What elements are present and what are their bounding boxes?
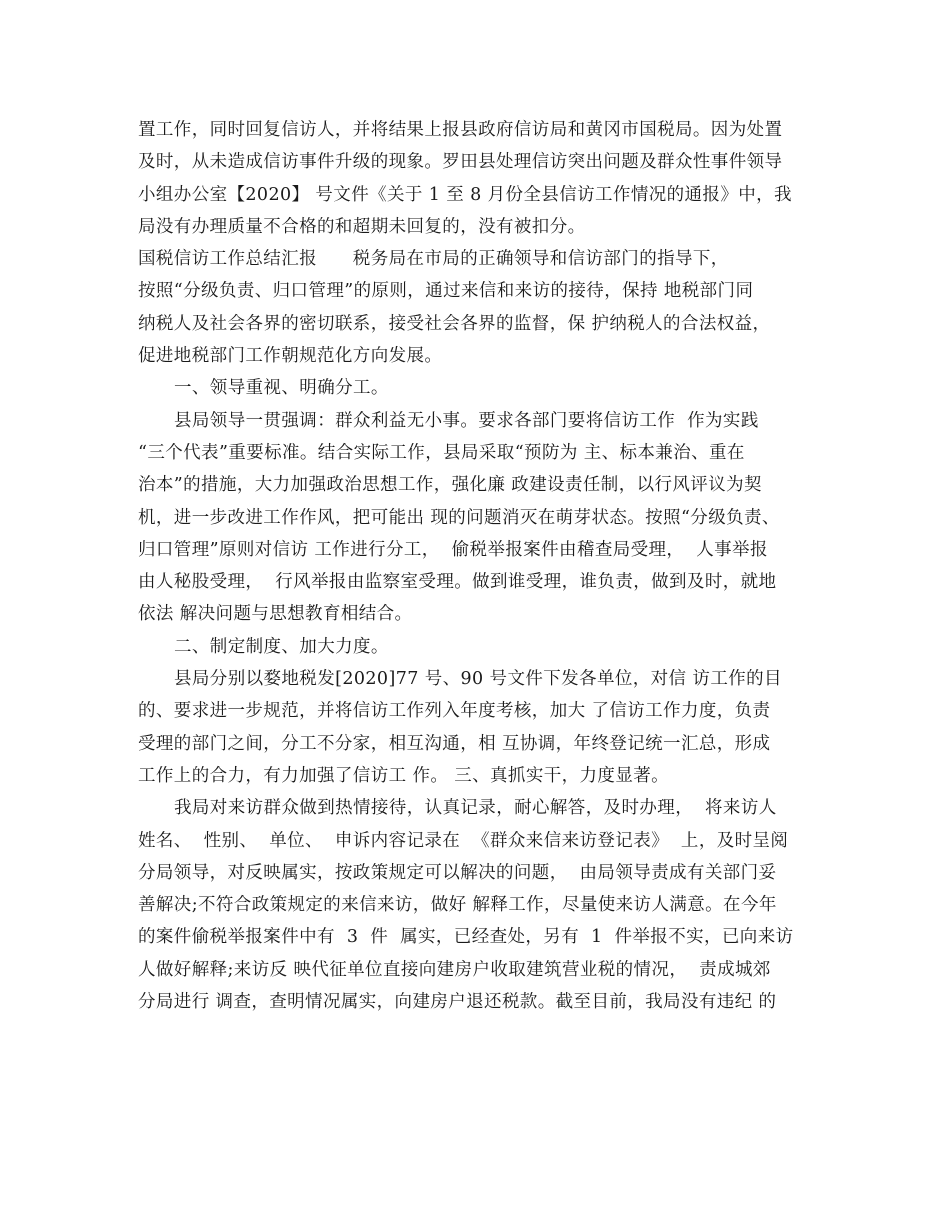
- text-line: 县局分别以婺地税发[2020]77 号、90 号文件下发各单位，对信 访工作的目: [174, 669, 782, 690]
- text-line: 姓名、 性别、 单位、 申诉内容记录在 《群众来信来访登记表》 上，及时呈阅: [138, 830, 789, 851]
- text-line: 置工作，同时回复信访人，并将结果上报县政府信访局和黄冈市国税局。因为处置: [138, 120, 783, 140]
- document-body: [138, 114, 818, 1018]
- text-line: 分局进行 调查，查明情况属实，向建房户退还税款。截至目前，我局没有违纪 的: [138, 992, 777, 1013]
- heading-line: 国税信访工作总结汇报 税务局在市局的正确领导和信访部门的指导下，: [138, 249, 729, 270]
- text-line: 促进地税部门工作朝规范化方向发展。: [138, 346, 443, 367]
- text-line: 按照“分级负责、归口管理”的原则，通过来信和来访的接待，保持 地税部门同: [138, 281, 754, 302]
- section-heading: 一、领导重视、明确分工。: [174, 378, 389, 399]
- text-line: 依法 解决问题与思想教育相结合。: [138, 604, 413, 625]
- text-line: 由人秘股受理， 行风举报由监察室受理。做到谁受理，谁负责，做到及时，就地: [138, 572, 777, 593]
- text-line: 分局领导，对反映属实，按政策规定可以解决的问题， 由局领导责成有关部门妥: [138, 862, 777, 883]
- text-line: 我局对来访群众做到热情接待，认真记录，耐心解答，及时办理， 将来访人: [174, 798, 777, 819]
- text-line: 局没有办理质量不合格的和超期未回复的，没有被扣分。: [138, 216, 586, 237]
- text-line: 及时，从未造成信访事件升级的现象。罗田县处理信访突出问题及群众性事件领导: [138, 152, 783, 173]
- text-line: 工作上的合力，有力加强了信访工 作。 三、真抓实干，力度显著。: [138, 765, 670, 786]
- text-line: 治本”的措施，大力加强政治思想工作，强化廉 政建设责任制，以行风评议为契: [138, 475, 762, 496]
- text-line: 的案件偷税举报案件中有 3 件 属实，已经查处，另有 1 件举报不实，已向来访: [138, 927, 794, 948]
- text-line: 受理的部门之间，分工不分家，相互沟通，相 互协调，年终登记统一汇总，形成: [138, 733, 771, 754]
- text-line: 人做好解释;来访反 映代征单位直接向建房户收取建筑营业税的情况， 责成城郊: [138, 959, 771, 980]
- section-heading: 二、制定制度、加大力度。: [174, 636, 389, 657]
- text-line: 小组办公室【2020】 号文件《关于 1 至 8 月份全县信访工作情况的通报》中，我: [138, 184, 792, 205]
- text-line: 县局领导一贯强调：群众利益无小事。要求各部门要将信访工作 作为实践: [174, 410, 759, 431]
- text-line: 的、要求进一步规范，并将信访工作列入年度考核，加大 了信访工作力度，负责: [138, 701, 771, 722]
- text-line: 纳税人及社会各界的密切联系，接受社会各界的监督，保 护纳税人的合法权益，: [138, 313, 771, 334]
- text-line: 归口管理”原则对信访 工作进行分工， 偷税举报案件由稽查局受理， 人事举报: [138, 539, 768, 560]
- text-line: “三个代表”重要标准。结合实际工作，县局采取“预防为 主、标本兼治、重在: [138, 442, 745, 463]
- text-line: 善解决;不符合政策规定的来信来访，做好 解释工作，尽量使来访人满意。在今年: [138, 895, 777, 916]
- text-line: 机，进一步改进工作作风，把可能出 现的问题消灭在萌芽状态。按照“分级负责、: [138, 507, 780, 528]
